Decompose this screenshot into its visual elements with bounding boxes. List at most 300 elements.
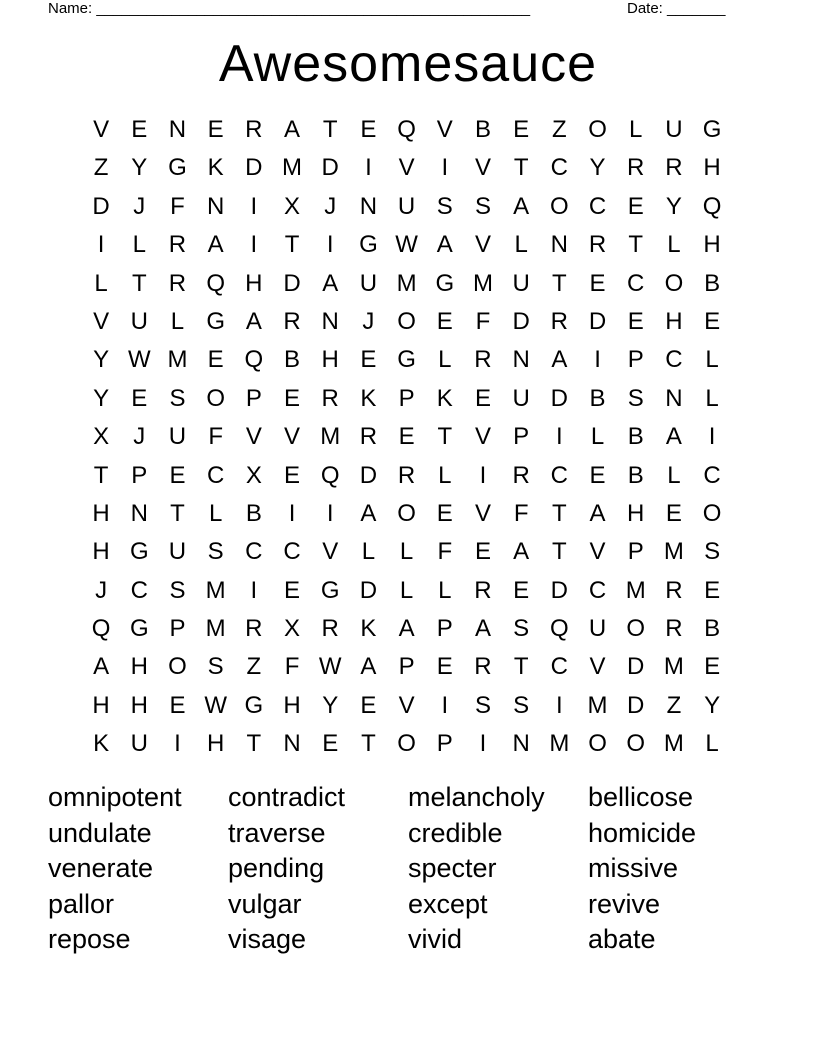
grid-letter: A <box>665 423 682 451</box>
grid-letter: I <box>594 346 601 374</box>
grid-letter: S <box>704 538 721 566</box>
grid-letter: I <box>479 461 487 489</box>
grid-letter: R <box>397 461 416 489</box>
grid-letter: B <box>245 499 262 527</box>
grid-letter: R <box>168 269 187 297</box>
grid-letter: V <box>93 307 110 335</box>
grid-letter: B <box>704 269 721 297</box>
grid-letter: C <box>130 576 148 604</box>
grid-letter: G <box>168 154 187 182</box>
grid-letter: T <box>131 269 147 297</box>
grid-letter: G <box>702 116 722 143</box>
grid-letter: L <box>399 576 414 604</box>
grid-letter: V <box>474 231 491 259</box>
word-list-item: homicide <box>588 817 697 848</box>
grid-letter: P <box>627 346 644 374</box>
grid-letter: T <box>322 116 338 143</box>
grid-letter: H <box>130 653 148 681</box>
grid-letter: E <box>589 269 606 297</box>
grid-letter: E <box>474 384 491 412</box>
grid-letter: K <box>360 384 377 412</box>
grid-letter: I <box>250 231 258 259</box>
grid-letter: E <box>436 499 453 527</box>
grid-letter: H <box>92 691 110 719</box>
grid-letter: Q <box>397 116 416 143</box>
grid-letter: H <box>665 307 683 335</box>
grid-letter: T <box>361 730 376 758</box>
grid-letter: Y <box>665 192 682 220</box>
grid-letter: O <box>626 615 646 643</box>
grid-letter: Y <box>93 346 110 374</box>
grid-letter: L <box>590 423 605 451</box>
grid-letter: O <box>397 307 416 335</box>
grid-letter: H <box>130 691 148 719</box>
grid-letter: G <box>244 691 264 719</box>
grid-letter: M <box>205 615 226 643</box>
grid-letter: G <box>435 269 455 297</box>
grid-letter: E <box>436 307 453 335</box>
grid-letter: L <box>399 538 414 566</box>
grid-letter: E <box>207 346 224 374</box>
grid-letter: N <box>130 499 148 527</box>
grid-letter: A <box>207 231 224 259</box>
grid-letter: J <box>362 307 375 335</box>
grid-letter: S <box>474 691 491 719</box>
grid-letter: T <box>513 154 529 182</box>
grid-letter: T <box>552 499 567 527</box>
grid-letter: Z <box>552 116 567 143</box>
grid-letter: W <box>318 653 342 681</box>
grid-letter: V <box>245 423 262 451</box>
word-list-item: melancholy <box>408 782 545 812</box>
grid-letter: A <box>513 538 530 566</box>
grid-letter: C <box>665 346 683 374</box>
grid-letter: Q <box>91 615 111 643</box>
grid-letter: T <box>170 499 185 527</box>
grid-letter: C <box>627 269 645 297</box>
grid-letter: Y <box>322 691 339 719</box>
grid-letter: M <box>549 730 570 758</box>
grid-letter: Y <box>704 691 721 719</box>
grid-letter: H <box>703 231 721 259</box>
word-list-item: traverse <box>228 817 326 848</box>
grid-letter: I <box>250 192 258 220</box>
grid-letter: L <box>170 307 185 335</box>
grid-letter: R <box>665 154 683 182</box>
grid-letter: B <box>627 461 644 489</box>
grid-letter: M <box>320 423 341 451</box>
grid-letter: M <box>205 576 226 604</box>
grid-letter: V <box>284 423 301 451</box>
grid-letter: G <box>129 615 149 643</box>
grid-letter: Y <box>93 384 110 412</box>
grid-letter: L <box>438 461 452 489</box>
grid-letter: A <box>360 499 377 527</box>
grid-letter: N <box>206 192 225 220</box>
grid-letter: C <box>245 538 263 566</box>
grid-letter: I <box>479 730 487 758</box>
grid-letter: M <box>587 691 608 719</box>
grid-letter: D <box>359 461 378 489</box>
grid-letter: F <box>437 538 453 566</box>
word-list-item: missive <box>588 853 679 884</box>
grid-letter: T <box>552 538 567 566</box>
grid-letter: A <box>245 307 262 335</box>
word-list-item: vivid <box>408 924 463 955</box>
grid-letter: N <box>512 730 530 758</box>
grid-letter: E <box>665 499 682 527</box>
word-list-item: pending <box>228 853 325 884</box>
grid-letter: I <box>441 154 449 182</box>
grid-letter: D <box>245 154 263 182</box>
grid-letter: R <box>245 116 263 143</box>
grid-letter: S <box>513 691 530 719</box>
grid-letter: E <box>704 307 721 335</box>
grid-letter: P <box>398 384 415 412</box>
grid-letter: S <box>436 192 453 220</box>
grid-letter: O <box>664 269 684 297</box>
grid-letter: V <box>398 154 415 182</box>
grid-letter: C <box>550 461 569 489</box>
grid-letter: U <box>512 384 530 412</box>
grid-letter: R <box>359 423 378 451</box>
word-list-item: bellicose <box>588 782 694 812</box>
grid-letter: C <box>588 192 607 220</box>
grid-letter: U <box>130 307 148 335</box>
grid-letter: D <box>92 192 110 220</box>
grid-letter: S <box>169 384 186 412</box>
grid-letter: L <box>132 231 146 259</box>
grid-letter: F <box>513 499 529 527</box>
grid-letter: F <box>284 653 300 681</box>
grid-letter: X <box>93 423 110 451</box>
grid-letter: M <box>663 653 684 681</box>
grid-letter: L <box>705 730 719 758</box>
grid-letter: D <box>550 384 569 412</box>
grid-letter: E <box>360 346 377 374</box>
grid-letter: V <box>474 423 491 451</box>
grid-letter: H <box>283 691 301 719</box>
grid-letter: F <box>170 192 185 220</box>
grid-letter: M <box>167 346 188 374</box>
grid-letter: R <box>588 231 607 259</box>
grid-letter: A <box>284 116 301 143</box>
grid-letter: D <box>627 653 645 681</box>
word-list-item: omnipotent <box>48 782 182 812</box>
grid-letter: A <box>589 499 606 527</box>
grid-letter: Q <box>244 346 264 374</box>
grid-letter: L <box>514 231 528 259</box>
grid-letter: F <box>208 423 223 451</box>
grid-letter: N <box>321 307 339 335</box>
grid-letter: J <box>324 192 337 220</box>
grid-letter: Z <box>246 653 262 681</box>
word-list-item: except <box>408 888 488 919</box>
grid-letter: A <box>436 231 453 259</box>
grid-letter: E <box>131 384 148 412</box>
grid-letter: T <box>93 461 109 489</box>
grid-letter: P <box>513 423 530 451</box>
grid-letter: R <box>665 576 683 604</box>
grid-letter: E <box>513 116 530 143</box>
grid-letter: X <box>284 192 301 220</box>
grid-letter: X <box>284 615 301 643</box>
grid-letter: D <box>627 691 645 719</box>
grid-letter: M <box>396 269 417 297</box>
grid-letter: L <box>705 384 719 412</box>
grid-letter: C <box>283 538 301 566</box>
grid-letter: E <box>589 461 606 489</box>
grid-letter: V <box>474 154 491 182</box>
word-list <box>48 780 768 958</box>
grid-letter: B <box>589 384 606 412</box>
grid-letter: E <box>627 307 644 335</box>
grid-letter: C <box>550 154 569 182</box>
grid-letter: L <box>361 538 376 566</box>
grid-letter: T <box>628 231 644 259</box>
grid-letter: M <box>282 154 303 182</box>
grid-letter: N <box>359 192 378 220</box>
grid-letter: E <box>169 461 186 489</box>
grid-letter: A <box>93 653 110 681</box>
grid-letter: A <box>398 615 415 643</box>
grid-letter: O <box>702 499 722 527</box>
grid-letter: V <box>589 538 606 566</box>
grid-letter: D <box>550 576 569 604</box>
grid-letter: M <box>625 576 646 604</box>
grid-letter: M <box>472 269 493 297</box>
grid-letter: D <box>512 307 530 335</box>
grid-letter: I <box>556 423 563 451</box>
grid-letter: Y <box>589 154 606 182</box>
grid-letter: V <box>474 499 491 527</box>
grid-letter: B <box>704 615 721 643</box>
grid-letter: T <box>513 653 529 681</box>
grid-letter: I <box>365 154 372 182</box>
grid-letter: W <box>127 346 151 374</box>
grid-letter: U <box>168 538 187 566</box>
grid-letter: E <box>284 461 301 489</box>
grid-letter: G <box>320 576 340 604</box>
word-list-item: credible <box>408 817 503 848</box>
grid-letter: W <box>204 691 227 719</box>
grid-letter: N <box>512 346 530 374</box>
grid-letter: I <box>288 499 296 527</box>
grid-letter: P <box>436 730 453 758</box>
grid-letter: E <box>398 423 415 451</box>
grid-letter: Z <box>666 691 682 719</box>
grid-letter: E <box>704 576 721 604</box>
grid-letter: Z <box>93 154 109 182</box>
grid-letter: J <box>133 423 146 451</box>
grid-letter: K <box>93 730 110 758</box>
grid-letter: A <box>551 346 568 374</box>
grid-letter: O <box>397 730 416 758</box>
grid-letter: D <box>283 269 301 297</box>
grid-letter: R <box>283 307 301 335</box>
grid-letter: E <box>131 116 148 143</box>
grid-letter: V <box>436 116 453 143</box>
grid-letter: E <box>207 116 224 143</box>
grid-letter: G <box>359 231 378 259</box>
grid-letter: R <box>627 154 645 182</box>
grid-letter: S <box>169 576 186 604</box>
grid-letter: H <box>206 730 225 758</box>
grid-letter: O <box>550 192 569 220</box>
grid-letter: L <box>667 231 681 259</box>
word-list-item: abate <box>588 924 656 955</box>
grid-letter: I <box>708 423 716 451</box>
grid-letter: P <box>398 653 415 681</box>
grid-letter: T <box>437 423 453 451</box>
grid-letter: B <box>627 423 644 451</box>
grid-letter: O <box>626 730 646 758</box>
grid-letter: N <box>665 384 683 412</box>
grid-letter: U <box>665 116 683 143</box>
grid-letter: W <box>395 231 418 259</box>
grid-letter: R <box>512 461 530 489</box>
grid-letter: A <box>513 192 530 220</box>
grid-letter: E <box>360 116 377 143</box>
grid-letter: I <box>97 231 105 259</box>
grid-letter: B <box>474 116 491 143</box>
word-list-item: vulgar <box>228 888 302 919</box>
grid-letter: E <box>474 538 491 566</box>
grid-letter: T <box>552 269 567 297</box>
grid-letter: C <box>588 576 607 604</box>
grid-letter: L <box>667 461 681 489</box>
grid-letter: G <box>206 307 225 335</box>
page-title: Awesomesauce <box>218 35 598 93</box>
grid-letter: H <box>321 346 339 374</box>
grid-letter: K <box>360 615 377 643</box>
grid-letter: M <box>663 538 684 566</box>
grid-letter: I <box>326 231 334 259</box>
grid-letter: C <box>703 461 721 489</box>
name-field-label: Name: ____________________________________________________ <box>48 0 531 17</box>
grid-letter: P <box>169 615 186 643</box>
grid-letter: N <box>550 231 569 259</box>
grid-letter: G <box>129 538 149 566</box>
grid-letter: E <box>169 691 186 719</box>
word-list-item: undulate <box>48 817 152 848</box>
grid-letter: B <box>284 346 301 374</box>
grid-letter: V <box>398 691 415 719</box>
grid-letter: R <box>321 384 339 412</box>
grid-letter: G <box>397 346 416 374</box>
grid-letter: K <box>436 384 453 412</box>
grid-letter: O <box>588 730 607 758</box>
grid-letter: A <box>474 615 491 643</box>
grid-letter: R <box>665 615 683 643</box>
grid-letter: U <box>397 192 416 220</box>
grid-letter: U <box>168 423 187 451</box>
grid-letter: E <box>436 653 453 681</box>
grid-letter: R <box>474 653 492 681</box>
grid-letter: S <box>627 384 644 412</box>
grid-letter: I <box>441 691 449 719</box>
grid-letter: H <box>703 154 721 182</box>
word-search-grid <box>82 111 731 764</box>
grid-letter: R <box>321 615 339 643</box>
grid-letter: C <box>550 653 569 681</box>
grid-letter: O <box>168 653 187 681</box>
grid-letter: U <box>359 269 378 297</box>
grid-letter: S <box>207 653 224 681</box>
grid-letter: I <box>556 691 563 719</box>
grid-letter: A <box>322 269 339 297</box>
grid-letter: X <box>245 461 262 489</box>
grid-letter: U <box>130 730 148 758</box>
grid-letter: E <box>284 384 301 412</box>
word-list-item: pallor <box>48 888 115 919</box>
grid-letter: L <box>94 269 108 297</box>
grid-letter: J <box>95 576 108 604</box>
grid-letter: L <box>438 576 452 604</box>
grid-letter: A <box>360 653 377 681</box>
date-field-label: Date: _______ <box>627 0 726 17</box>
word-list-item: venerate <box>48 853 154 884</box>
grid-letter: R <box>168 231 187 259</box>
grid-letter: P <box>436 615 453 643</box>
grid-letter: Q <box>206 269 225 297</box>
word-list-item: revive <box>588 888 661 919</box>
grid-letter: V <box>322 538 339 566</box>
grid-letter: E <box>627 192 644 220</box>
grid-letter: E <box>284 576 301 604</box>
grid-letter: N <box>283 730 301 758</box>
grid-letter: L <box>438 346 452 374</box>
grid-letter: P <box>131 461 148 489</box>
grid-letter: T <box>246 730 262 758</box>
grid-letter: K <box>207 154 224 182</box>
grid-letter: E <box>704 653 721 681</box>
word-list-item: visage <box>228 924 307 955</box>
grid-letter: Q <box>702 192 722 220</box>
grid-letter: E <box>360 691 377 719</box>
grid-letter: O <box>588 116 607 143</box>
grid-letter: S <box>207 538 224 566</box>
grid-letter: L <box>208 499 223 527</box>
grid-letter: H <box>92 499 110 527</box>
grid-letter: H <box>627 499 645 527</box>
word-list-item: specter <box>408 853 497 884</box>
grid-letter: S <box>513 615 530 643</box>
word-list-item: contradict <box>228 782 346 812</box>
grid-letter: P <box>245 384 262 412</box>
grid-letter: R <box>474 346 492 374</box>
grid-letter: R <box>474 576 492 604</box>
grid-letter: E <box>322 730 339 758</box>
grid-letter: C <box>206 461 225 489</box>
grid-letter: O <box>206 384 225 412</box>
grid-letter: I <box>174 730 181 758</box>
grid-letter: L <box>629 116 643 143</box>
grid-letter: R <box>245 615 263 643</box>
grid-letter: J <box>133 192 146 220</box>
grid-letter: U <box>588 615 607 643</box>
grid-letter: I <box>326 499 334 527</box>
grid-letter: F <box>475 307 491 335</box>
grid-letter: V <box>589 653 606 681</box>
grid-letter: Y <box>131 154 148 182</box>
grid-letter: O <box>397 499 416 527</box>
grid-letter: E <box>513 576 530 604</box>
grid-letter: T <box>284 231 300 259</box>
grid-letter: D <box>359 576 378 604</box>
grid-letter: Q <box>320 461 340 489</box>
grid-letter: R <box>550 307 569 335</box>
